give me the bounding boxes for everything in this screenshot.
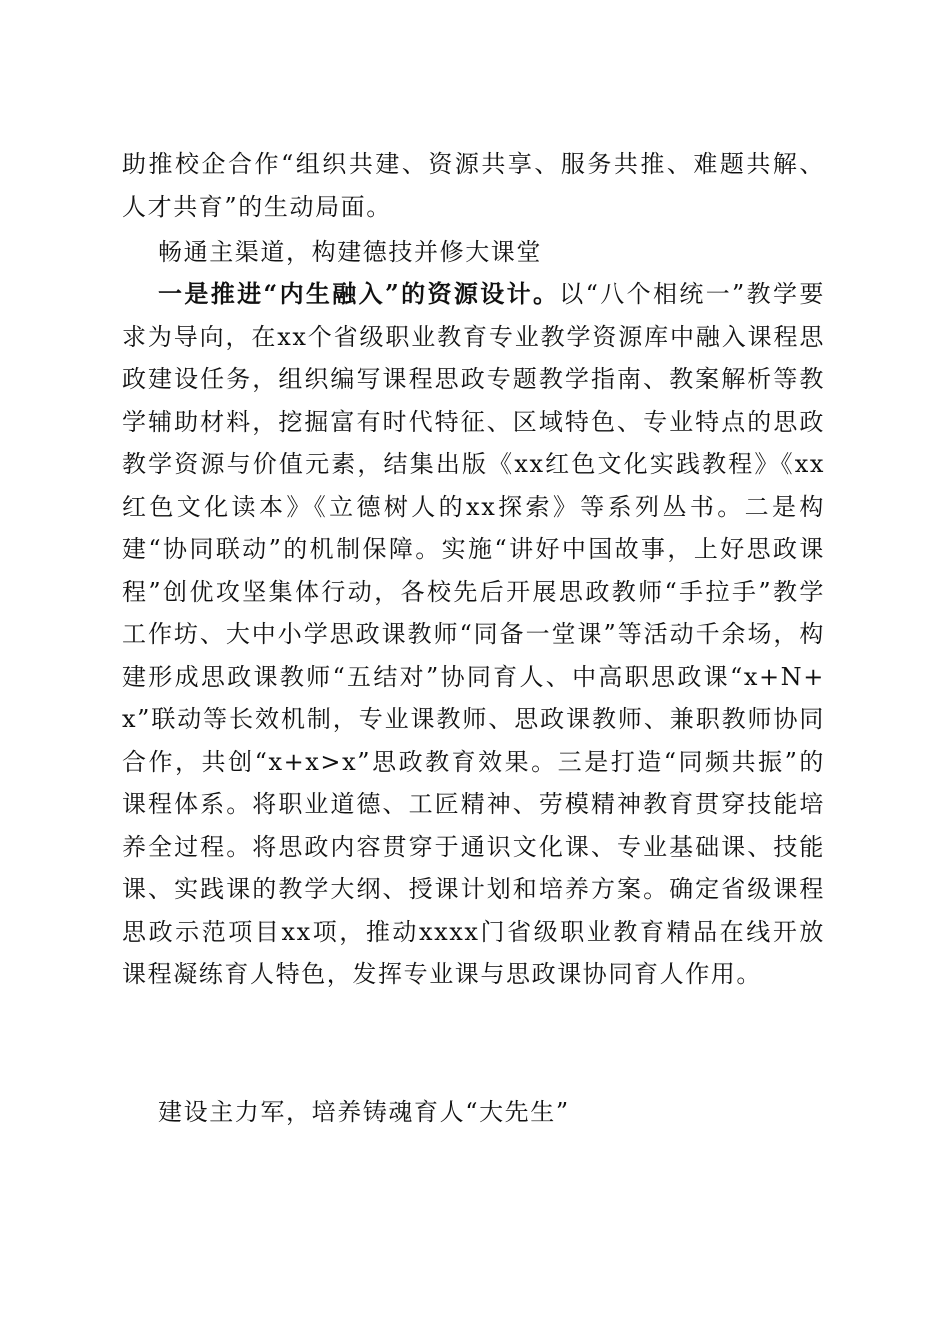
paragraph-body-text: 以“八个相统一”教学要求为导向，在xx个省级职业教育专业教学资源库中融入课程思政建设任务，组织编写课程思政专题教学指南、教案解析等教学辅助材料，挖掘富有时代特征、区域特色、专业特点的思政教学资源与价值元素，结集出版《xx红色文化实践教程》《xx红色文化读本》《立德树人的xx探索》等系列丛书。二是构建“协同联动”的机制保障。实施“讲好中国故事，上好思政课程”创优攻坚集体行动，各校先后开展思政教师“手拉手”教学工作坊、大中小学思政课教师“同备一堂课”等活动千余场，构建形成思政课教师“五结对”协同育人、中高职思政课“x+N+x”联动等长效机制，专业课教师、思政课教师、兼职教师协同合作，共创“x+x>x”思政教育效果。三是打造“同频共振”的课程体系。将职业道德、工匠精神、劳模精神教育贯穿技能培养全过程。将思政内容贯穿于通识文化课、专业基础课、技能课、实践课的教学大纲、授课计划和培养方案。确定省级课程思政示范项目xx项，推动xxxx门省级职业教育精品在线开放课程凝练育人特色，发挥专业课与思政课协同育人作用。 <box>122 280 825 988</box>
paragraph-resource-design <box>122 273 825 996</box>
section-heading-main-force: 建设主力军，培养铸魂育人“大先生” <box>158 1098 570 1126</box>
section-heading-main-channel: 畅通主渠道，构建德技并修大课堂 <box>158 238 542 266</box>
paragraph-continuation: 助推校企合作“组织共建、资源共享、服务共推、难题共解、人才共育”的生动局面。 <box>122 150 825 221</box>
paragraph-lead-sentence: 一是推进“内生融入”的资源设计。 <box>158 279 560 308</box>
